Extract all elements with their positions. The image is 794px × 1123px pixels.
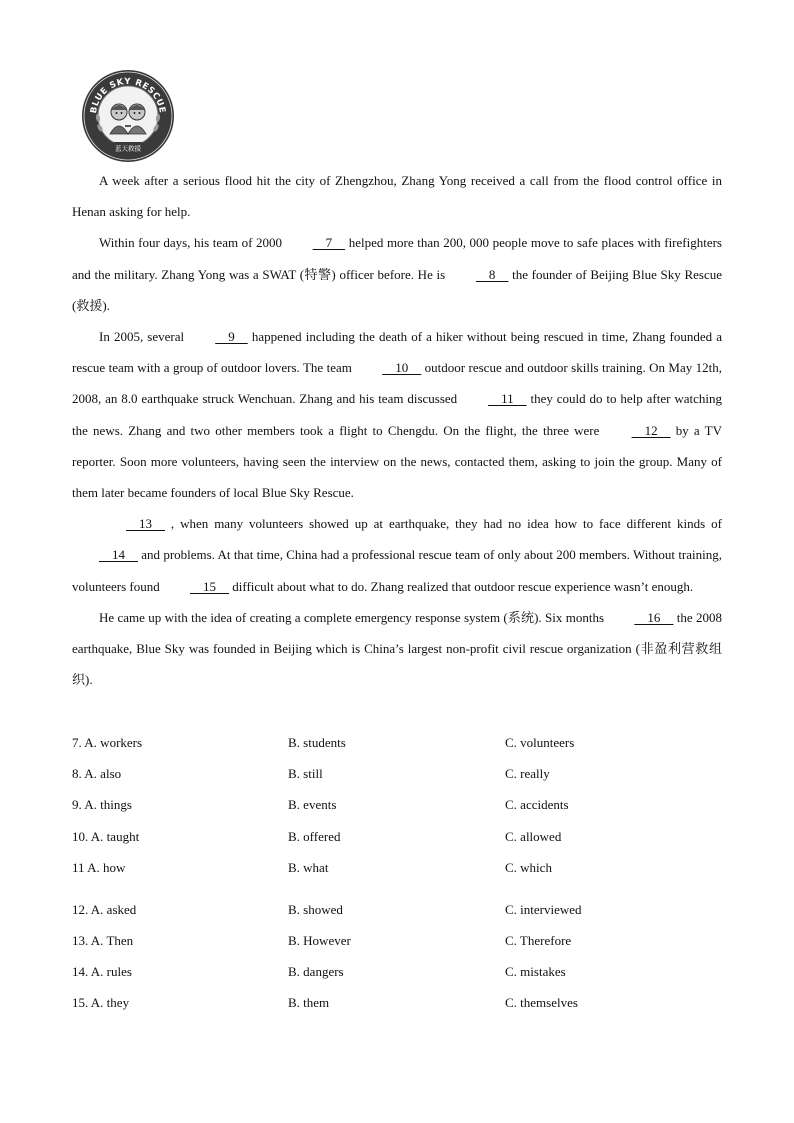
question-number: 7. (72, 735, 82, 750)
blue-sky-rescue-logo (80, 68, 176, 164)
option-a-text: A. asked (90, 901, 137, 917)
answer-blank-8[interactable]: 8 (475, 266, 509, 282)
option-a-text: A. how (87, 859, 126, 875)
passage-text: the founder of Beijing Blue Sky Rescue (救援). (72, 266, 722, 313)
option-b[interactable]: B. what (288, 859, 329, 875)
option-row (72, 727, 722, 758)
passage-text: the 2008 earthquake, Blue Sky was founded in Beijing which is China’s largest non-profit civil rescue organization (非盈利营救组织). (72, 609, 722, 688)
logo-ring-text: BLUE SKY RESCUE (89, 76, 167, 115)
question-number: 10. (72, 828, 89, 844)
passage-paragraph (72, 602, 722, 696)
question-number: 9. (72, 797, 82, 813)
option-a[interactable] (72, 789, 132, 820)
passage-text: A week after a serious flood hit the city of Zhengzhou, Zhang Yong received a call from the flood control office in Henan asking for help. (72, 173, 722, 220)
option-a-text: A. things (84, 797, 132, 813)
option-a[interactable] (72, 727, 142, 758)
question-number: 8. (72, 766, 82, 782)
option-row (72, 852, 722, 894)
option-row (72, 894, 722, 925)
option-row (72, 821, 722, 852)
logo-bottom-text: 蓝天救援 (115, 144, 141, 153)
option-c[interactable]: C. mistakes (505, 964, 566, 980)
option-row (72, 758, 722, 789)
passage-text: , when many volunteers showed up at earthquake, they had no idea how to face different kinds of (165, 516, 722, 532)
option-a[interactable] (72, 758, 121, 789)
question-number: 13. (72, 932, 89, 948)
option-a[interactable] (72, 852, 125, 883)
reading-passage (72, 165, 722, 695)
answer-blank-9[interactable]: 9 (215, 329, 248, 345)
answer-options (72, 727, 722, 1019)
passage-paragraph (72, 227, 722, 321)
option-a-text: A. Then (90, 932, 134, 948)
question-number: 14. (72, 964, 89, 980)
question-number: 11 (72, 859, 85, 875)
option-b[interactable]: B. offered (288, 828, 341, 844)
option-b[interactable]: B. them (288, 995, 330, 1011)
option-c[interactable]: C. interviewed (505, 901, 582, 917)
passage-text: happened including the death of a hiker without being rescued in time, Zhang founded a rescue team with a group of outdoor lovers. The team (72, 329, 722, 376)
passage-text: by a TV reporter. Soon more volunteers, having seen the interview on the news, contacted them, asking to join the group. Many of them later became founders of local Blue Sky Rescue. (72, 422, 722, 501)
answer-blank-14[interactable]: 14 (99, 547, 138, 563)
passage-text: they could do to help after watching the news. Zhang and two other members took a flight to Chengdu. On the flight, the three were (72, 391, 722, 438)
option-a-text: A. workers (84, 735, 143, 750)
answer-blank-13[interactable]: 13 (126, 516, 165, 532)
answer-blank-7[interactable]: 7 (312, 235, 346, 251)
answer-blank-10[interactable]: 10 (382, 360, 422, 376)
passage-text: outdoor rescue and outdoor skills training. On May 12th, 2008, an 8.0 earthquake struck Wenchuan. Zhang and his team discussed (72, 360, 722, 407)
option-row (72, 956, 722, 987)
option-row (72, 925, 722, 956)
option-c[interactable]: C. Therefore (505, 932, 572, 948)
option-b[interactable]: B. events (288, 797, 337, 813)
passage-text: difficult about what to do. Zhang realized that outdoor rescue experience wasn’t enough. (228, 578, 694, 594)
option-c[interactable]: C. themselves (505, 995, 578, 1011)
question-number: 15. (72, 995, 89, 1011)
option-row (72, 987, 722, 1018)
option-a-text: A. they (90, 995, 130, 1011)
option-a[interactable] (72, 821, 139, 852)
answer-blank-15[interactable]: 15 (189, 578, 229, 594)
option-c[interactable]: C. accidents (505, 797, 569, 813)
question-number: 12. (72, 901, 89, 917)
passage-paragraph (72, 508, 722, 602)
passage-text: Within four days, his team of 2000 (99, 235, 286, 251)
passage-paragraph (72, 165, 722, 227)
answer-blank-12[interactable]: 12 (631, 422, 671, 438)
option-a[interactable] (72, 987, 129, 1018)
option-a[interactable] (72, 894, 136, 925)
option-c[interactable]: C. volunteers (505, 735, 575, 750)
answer-blank-11[interactable]: 11 (488, 391, 527, 407)
option-c[interactable]: C. which (505, 859, 552, 875)
passage-text: and problems. At that time, China had a professional rescue team of only about 200 members. Without training, volunteers found (72, 547, 722, 594)
option-b[interactable]: B. students (288, 735, 346, 750)
option-a-text: A. also (84, 766, 122, 782)
option-c[interactable]: C. allowed (505, 828, 562, 844)
option-row (72, 789, 722, 820)
passage-text: He came up with the idea of creating a complete emergency response system (系统). Six months (99, 609, 608, 625)
answer-blank-16[interactable]: 16 (634, 609, 674, 625)
option-b[interactable]: B. dangers (288, 964, 344, 980)
option-a-text: A. rules (90, 964, 132, 980)
option-b[interactable]: B. still (288, 766, 323, 782)
logo-emblem-icon (80, 68, 176, 164)
option-b[interactable]: B. showed (288, 901, 343, 917)
option-a[interactable] (72, 925, 133, 956)
passage-text: In 2005, several (99, 329, 189, 345)
option-b[interactable]: B. However (288, 932, 351, 948)
passage-text: helped more than 200, 000 people move to safe places with firefighters and the military. Zhang Yong was a SWAT (特警) officer before. He is (72, 235, 722, 282)
option-c[interactable]: C. really (505, 766, 550, 782)
option-a-text: A. taught (90, 828, 140, 844)
passage-paragraph (72, 321, 722, 508)
option-a[interactable] (72, 956, 132, 987)
